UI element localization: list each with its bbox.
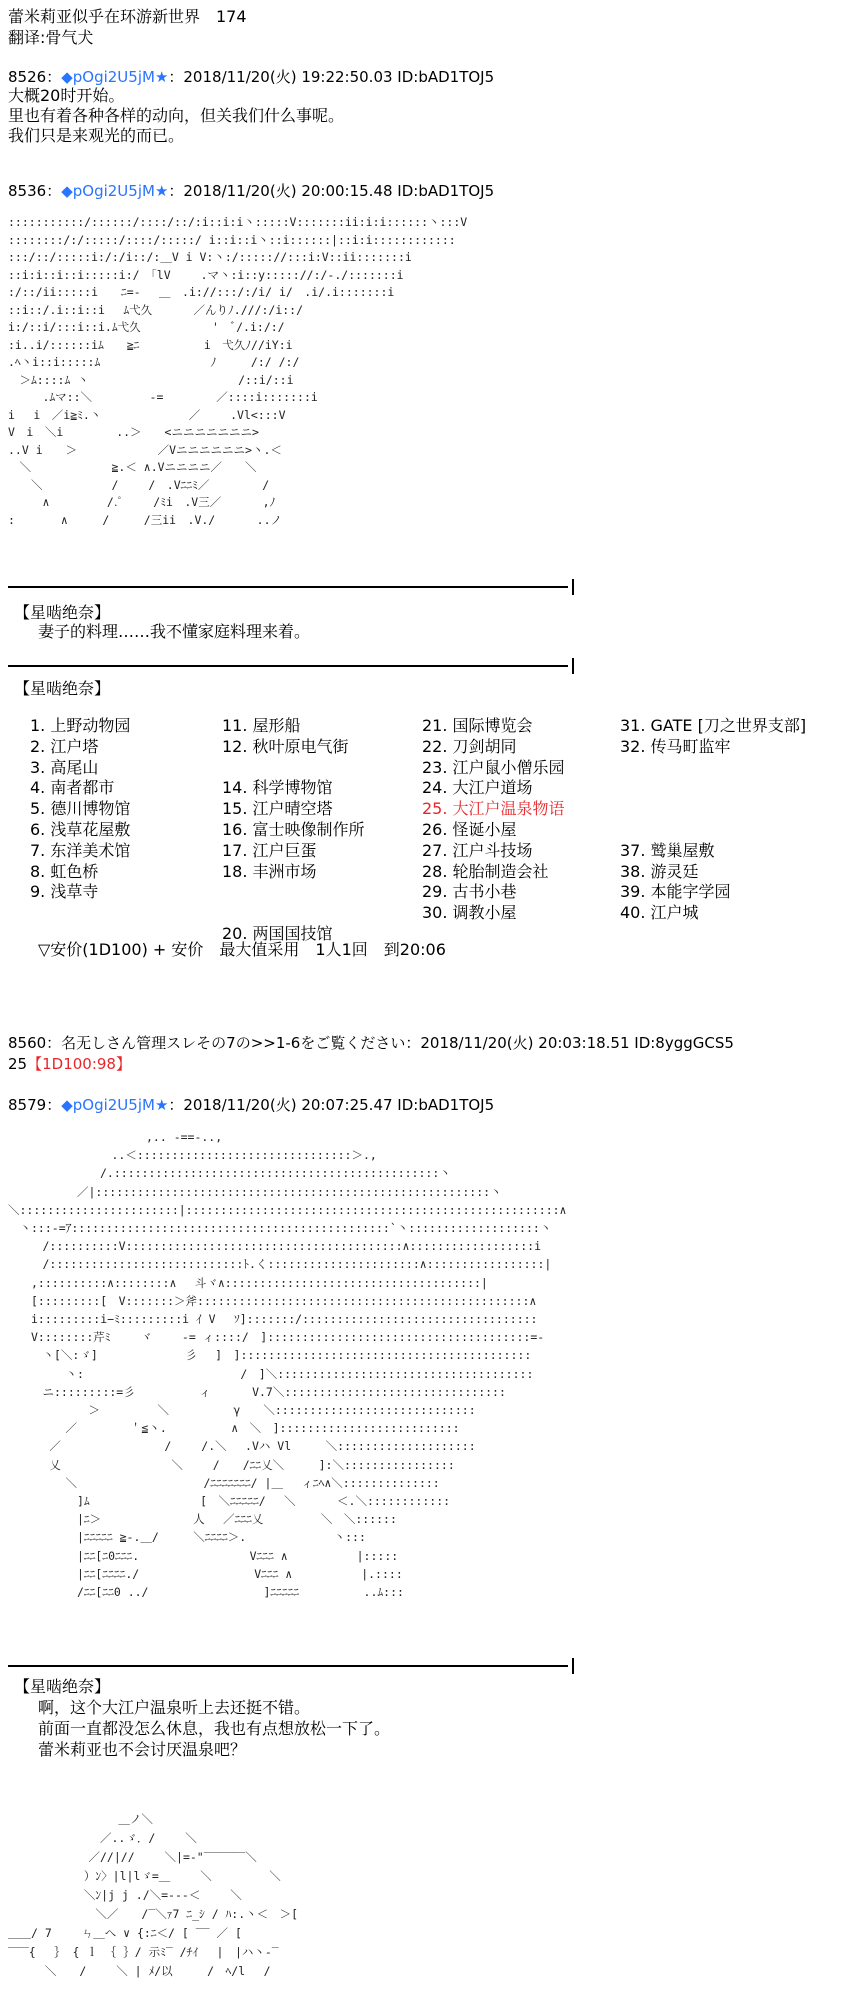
option-item: 28. 轮胎制造会社	[422, 861, 549, 881]
ascii-art-character-3: ＿ノ＼ ／..ゞ．/ ＼ ／//|// ＼|=-"‾‾‾‾‾‾＼ ）ﾝ〉|l|lゞ=＿ ＼ ＼ ＼ﾝ|j j ./＼=---＜ ＼ ＼／ /‾＼ｧ7 ﾆ_ｼ / ﾊ:.丶＜ ＞[ ＿＿/ 7 ㄣ＿へ ∨ {:ﾆ＜/ [ ‾‾ ／ [ ‾‾‾{ ｝ { ｌ ｛ ｝/ 示ﾐ‾ /ﾁｲ | |ハ丶-‾ ＼ / ＼ | ﾒ/以 / ﾍ/l /	[8, 1812, 299, 1978]
option-item: 39. 本能字学园	[620, 882, 731, 902]
option-item: 3. 高尾山	[30, 757, 99, 777]
option-item: 21. 国际博览会	[422, 716, 533, 735]
option-item: 2. 江户塔	[30, 736, 99, 756]
speech-line: 啊，这个大江户温泉听上去还挺不错。	[38, 1698, 311, 1717]
post-number[interactable]: 8526	[8, 68, 47, 86]
post-header-8536: 8536：◆pOgi2U5jM★：2018/11/20(火) 20:00:15.48 ID:bAD1TOJ5	[8, 182, 495, 200]
speech-line: 前面一直都没怎么休息，我也有点想放松一下了。	[38, 1719, 391, 1738]
option-item: 24. 大江户道场	[422, 778, 533, 798]
options-column-3	[422, 716, 565, 924]
speaker-tag: 【星啮绝奈】	[14, 1677, 111, 1696]
options-column-1	[30, 716, 130, 903]
dice-roll: 【1D100:98】	[27, 1055, 131, 1073]
option-item: 22. 刀剑胡同	[422, 736, 517, 756]
post-meta: ：2018/11/20(火) 20:00:15.48 ID:bAD1TOJ5	[168, 182, 495, 200]
option-item: 15. 江户晴空塔	[222, 799, 333, 819]
divider-line	[8, 586, 568, 588]
thread-header	[8, 6, 247, 48]
option-item-selected: 25. 大江户温泉物语	[422, 799, 565, 819]
option-item: 11. 屋形船	[222, 716, 301, 735]
ascii-art-character-1: :::::::::::/::::::/::::/::/:i::i:i丶:::::V:::::::ii:i:i::::::丶:::V ::::::::/:/:::::/::::/:::::/ i::i::i丶::i::::::|::i:i:::::::::::: :::/::/:::::i:/:/i::/:＿V i V:丶:/::::://:::i:V::ii:::::::i ::i:i::i::i:::::i:/ ｢lV .マ丶:i::y::::://:/-./:::::::i :/::/ii:::::i ﾆ=- ＿ .i://:::/:/i/ i/ .i/.i:::::::i ::i::/.i::i::i ﾑ弋久 ／んりﾉ.///:/i::/ i:/::i/:::i::i.ﾑ弋久 ' ﾞ/.i:/:/ :i..i/::::::iﾑ ≧ﾆ i 弋久ﾉ//iY:i .ﾍ丶i::i:::::ﾑ ﾉ /:/ /:/ ＞ﾑ::::ﾑ 丶 /::i/::i .ﾑマ::＼ -= ／::::i:::::::i i i ／i≧ﾐ.丶 ／ .Vl<:::V V i ＼i ..＞ <ニニニニニニニ> ..V i ＞ ／Vニニニニニニ>丶.＜ ＼ ≧.＜ ∧.Vニニニニ／ ＼ ＼ / / .Vﾆﾆﾐ／ / ∧ /.ﾟ /ﾐi .V三／ ,ﾉ : ∧ / /三ii .V./ ..ノ	[8, 215, 468, 527]
option-item: 9. 浅草寺	[30, 882, 99, 902]
options-column-4	[620, 716, 806, 924]
option-item: 31. GATE [刀之世界支部]	[620, 716, 807, 735]
post-line: 里也有着各种各样的动向，但关我们什么事呢。	[8, 106, 345, 125]
dice-result	[8, 1053, 131, 1074]
post-number[interactable]: 8536	[8, 182, 47, 200]
post-meta: ：2018/11/20(火) 20:07:25.47 ID:bAD1TOJ5	[168, 1096, 495, 1114]
speech-line: 妻子的料理……我不懂家庭料理来着。	[38, 622, 311, 641]
thread-title: 蕾米莉亚似乎在环游新世界 174	[8, 7, 247, 26]
speaker-tag: 【星啮绝奈】	[14, 603, 111, 622]
option-item: 30. 调教小屋	[422, 903, 517, 923]
option-item: 38. 游灵廷	[620, 861, 699, 881]
star-icon: ★	[154, 182, 169, 200]
trip-code: ◆pOgi2U5jM	[61, 68, 155, 86]
option-item: 1. 上野动物园	[30, 716, 131, 735]
speaker-tag: 【星啮绝奈】	[14, 679, 111, 698]
post-header-8560: 8560：名无しさん管理スレその7の>>1-6をご覧ください：2018/11/20(火) 20:03:18.51 ID:8yggGCS5	[8, 1034, 734, 1052]
star-icon: ★	[154, 1096, 169, 1114]
option-item: 17. 江户巨蛋	[222, 840, 317, 860]
translator-credit: 翻译:骨气犬	[8, 28, 94, 47]
dice-anchor[interactable]: 25	[8, 1055, 28, 1073]
option-item: 27. 江户斗技场	[422, 840, 533, 860]
post-number[interactable]: 8579	[8, 1096, 47, 1114]
post-line: 大概20时开始。	[8, 86, 125, 105]
destination-options	[30, 716, 840, 943]
option-item: 6. 浅草花屋敷	[30, 819, 131, 839]
option-item: 16. 富士映像制作所	[222, 819, 365, 839]
option-item: 20. 两国国技馆	[222, 923, 333, 943]
option-item: 29. 古书小巷	[422, 882, 517, 902]
option-item	[222, 758, 365, 779]
option-item: 12. 秋叶原电气街	[222, 736, 349, 756]
trip-code: ◆pOgi2U5jM	[61, 182, 155, 200]
post-body-8526	[8, 86, 344, 146]
option-item: 37. 鹫巢屋敷	[620, 840, 715, 860]
option-item: 4. 南者都市	[30, 778, 115, 798]
option-item: 23. 江户鼠小僧乐园	[422, 757, 565, 777]
divider-line	[8, 1665, 568, 1667]
option-item: 5. 德川博物馆	[30, 799, 131, 819]
ascii-art-character-2: ,.. -==-.., ..＜:::::::::::::::::::::::::::::::＞., /.:::::::::::::::::::::::::::::::::::::::::::::::丶 ／|:::::::::::::::::::::::::::::::::::::::::::::::::::::::::丶 ＼:::::::::::::::::::::::|::::::::::::::::::::::::::::::::::::::::::::::::::::::∧ 丶:::-=ｱ::::::::::::::::::::::::::::::::::::::::::::::`丶:::::::::::::::::::丶 /::::::::::V::::::::::::::::::::::::::::::::::::::::∧::::::::::::::::::i /::::::::::::::::::::::::::::ﾄ.く::::::::::::::::::::::∧:::::::::::::::::| ,::::::::::∧::::::::∧ 斗ヾ∧:::::::::::::::::::::::::::::::::::::| [:::::::::[ V:::::::＞斧::::::::::::::::::::::::::::::::::::::::::::::::∧ i:::::::::i−ﾐ:::::::::i ｲ V ｿ]:::::::/:::::::::::::::::::::::::::::::::: V::::::::芹ﾐ ヾ -= ィ::::/ ]::::::::::::::::::::::::::::::::::::::=- 丶[＼:ゞ] 彡 ] ]:::::::::::::::::::::::::::::::::::::::::: 丶: / ]＼::::::::::::::::::::::::::::::::::::: ニ:::::::::=彡 ィ V.7＼:::::::::::::::::::::::::::::::: ＞ ＼ γ ＼::::::::::::::::::::::::::::: ／ ＇≦丶. ∧ ＼ ]:::::::::::::::::::::::::: ／ / /.＼ .Vハ Vl ＼:::::::::::::::::::: 乂 ＼ / /ﾆﾆ乂＼ ]:＼:::::::::::::::: ＼ /ﾆﾆﾆﾆﾆﾆﾆ/ |＿ ィﾆﾍ∧＼:::::::::::::: ]ﾑ [ ＼ﾆﾆﾆﾆﾆ/ ＼ ＜.＼:::::::::::: |ﾆ＞ 人 ／ﾆﾆﾆ乂 ＼ ＼:::::: |ﾆﾆﾆﾆﾆ ≧-.＿/ ＼ﾆﾆﾆﾆ＞. 丶::: |ﾆﾆ[ﾆ0ﾆﾆﾆ. Vﾆﾆﾆ ∧ |::::: |ﾆﾆ[ﾆﾆﾆﾆ./ Vﾆﾆﾆ ∧ |.:::: /ﾆﾆ[ﾆﾆ0 ../ ]ﾆﾆﾆﾆﾆ ..ﾑ:::	[8, 1130, 567, 1600]
option-item: 7. 东洋美术馆	[30, 840, 131, 860]
option-item: 32. 传马町监牢	[620, 736, 731, 756]
trip-code: ◆pOgi2U5jM	[61, 1096, 155, 1114]
post-header-8526: 8526：◆pOgi2U5jM★：2018/11/20(火) 19:22:50.03 ID:bAD1TOJ5	[8, 68, 495, 86]
speech-line: 蕾米莉亚也不会讨厌温泉吧？	[38, 1740, 247, 1759]
star-icon: ★	[154, 68, 169, 86]
divider-line	[8, 665, 568, 667]
post-line: 我们只是来观光的而已。	[8, 126, 185, 145]
speech-block	[38, 1697, 390, 1760]
options-column-2	[222, 716, 365, 945]
roll-rule: ▽安价(1D100) + 安价 最大值采用 1人1回 到20:06	[38, 940, 446, 959]
option-item: 8. 虹色桥	[30, 861, 99, 881]
option-item: 40. 江户城	[620, 903, 699, 923]
option-item: 18. 丰洲市场	[222, 861, 317, 881]
option-item: 26. 怪诞小屋	[422, 819, 517, 839]
post-meta: ：2018/11/20(火) 19:22:50.03 ID:bAD1TOJ5	[168, 68, 495, 86]
post-header-8579: 8579：◆pOgi2U5jM★：2018/11/20(火) 20:07:25.47 ID:bAD1TOJ5	[8, 1096, 495, 1114]
option-item: 14. 科学博物馆	[222, 778, 333, 798]
